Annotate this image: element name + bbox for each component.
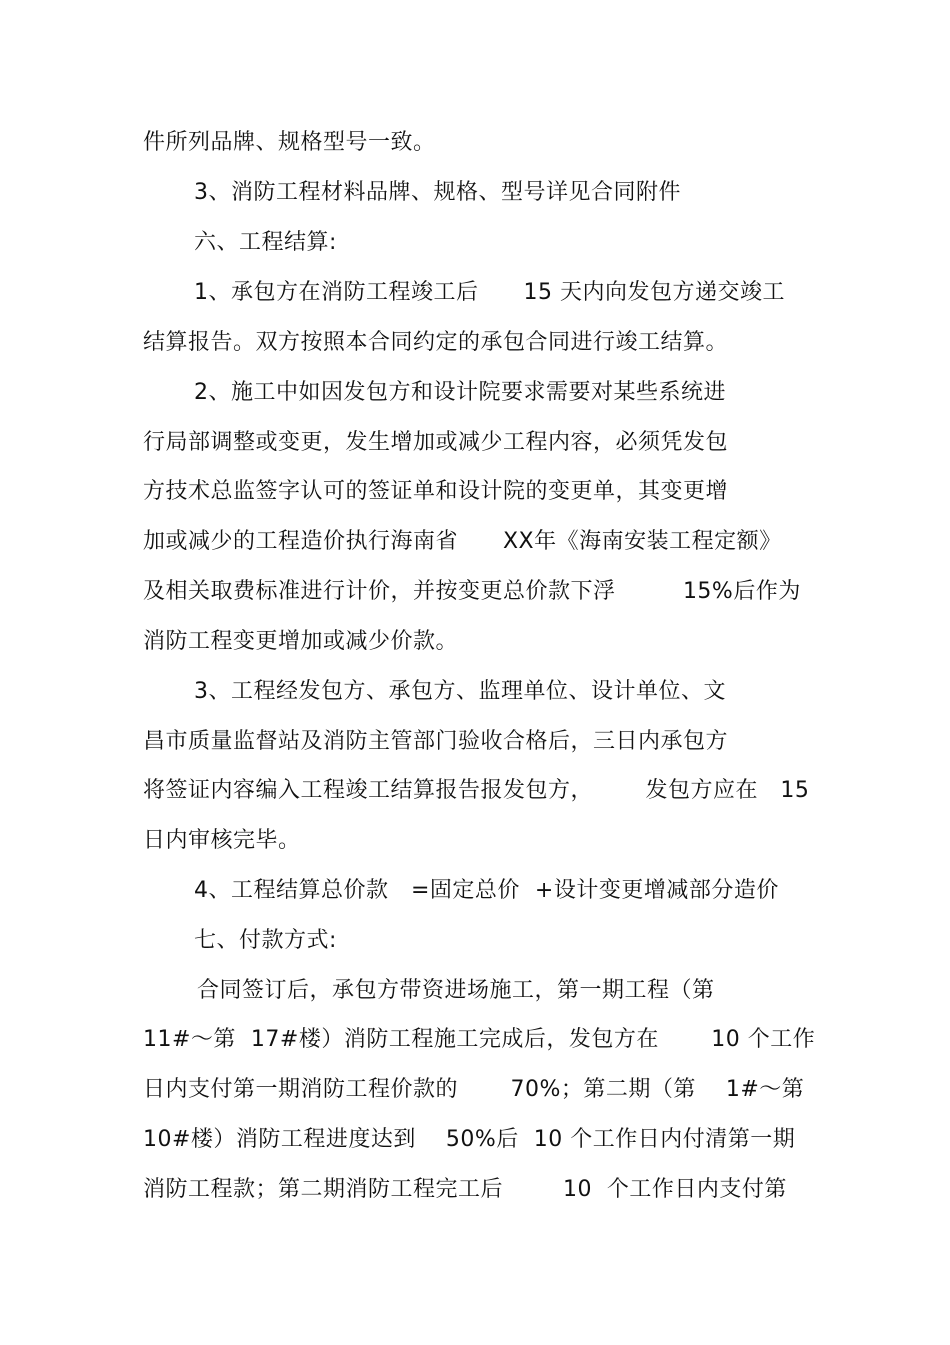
text-line: 及相关取费标准进行计价，并按变更总价款下浮 15%后作为: [143, 579, 801, 604]
text-line: 10#楼）消防工程进度达到 50%后 10 个工作日内付清第一期: [143, 1127, 796, 1152]
text-line: 消防工程款；第二期消防工程完工后 10 个工作日内支付第: [143, 1177, 787, 1202]
text-line: 结算报告。双方按照本合同约定的承包合同进行竣工结算。: [143, 330, 729, 355]
text-line: 11#～第 17#楼）消防工程施工完成后，发包方在 10 个工作: [143, 1027, 816, 1052]
text-line: 合同签订后，承包方带资进场施工，第一期工程（第: [197, 978, 715, 1003]
text-line: 1、承包方在消防工程竣工后 15 天内向发包方递交竣工: [194, 280, 785, 305]
text-line: 3、消防工程材料品牌、规格、型号详见合同附件: [194, 180, 681, 205]
text-line: 日内审核完毕。: [143, 828, 301, 853]
section-heading: 六、工程结算:: [194, 230, 337, 255]
text-line: 行局部调整或变更，发生增加或减少工程内容，必须凭发包: [143, 430, 729, 455]
text-line: 2、施工中如因发包方和设计院要求需要对某些系统进: [194, 380, 726, 405]
section-heading: 七、付款方式:: [194, 928, 337, 953]
text-line: 方技术总监签字认可的签证单和设计院的变更单，其变更增: [143, 479, 729, 504]
text-line: 加或减少的工程造价执行海南省 XX年《海南安装工程定额》: [143, 529, 782, 554]
text-line: 3、工程经发包方、承包方、监理单位、设计单位、文: [194, 679, 726, 704]
text-line: 消防工程变更增加或减少价款。: [143, 629, 459, 654]
text-line: 4、工程结算总价款 =固定总价 +设计变更增减部分造价: [194, 878, 779, 903]
text-line: 将签证内容编入工程竣工结算报告报发包方， 发包方应在 15: [143, 778, 810, 803]
text-line: 昌市质量监督站及消防主管部门验收合格后，三日内承包方: [143, 729, 729, 754]
text-line: 件所列品牌、规格型号一致。: [143, 130, 436, 155]
text-line: 日内支付第一期消防工程价款的 70%；第二期（第 1#～第: [143, 1077, 805, 1102]
